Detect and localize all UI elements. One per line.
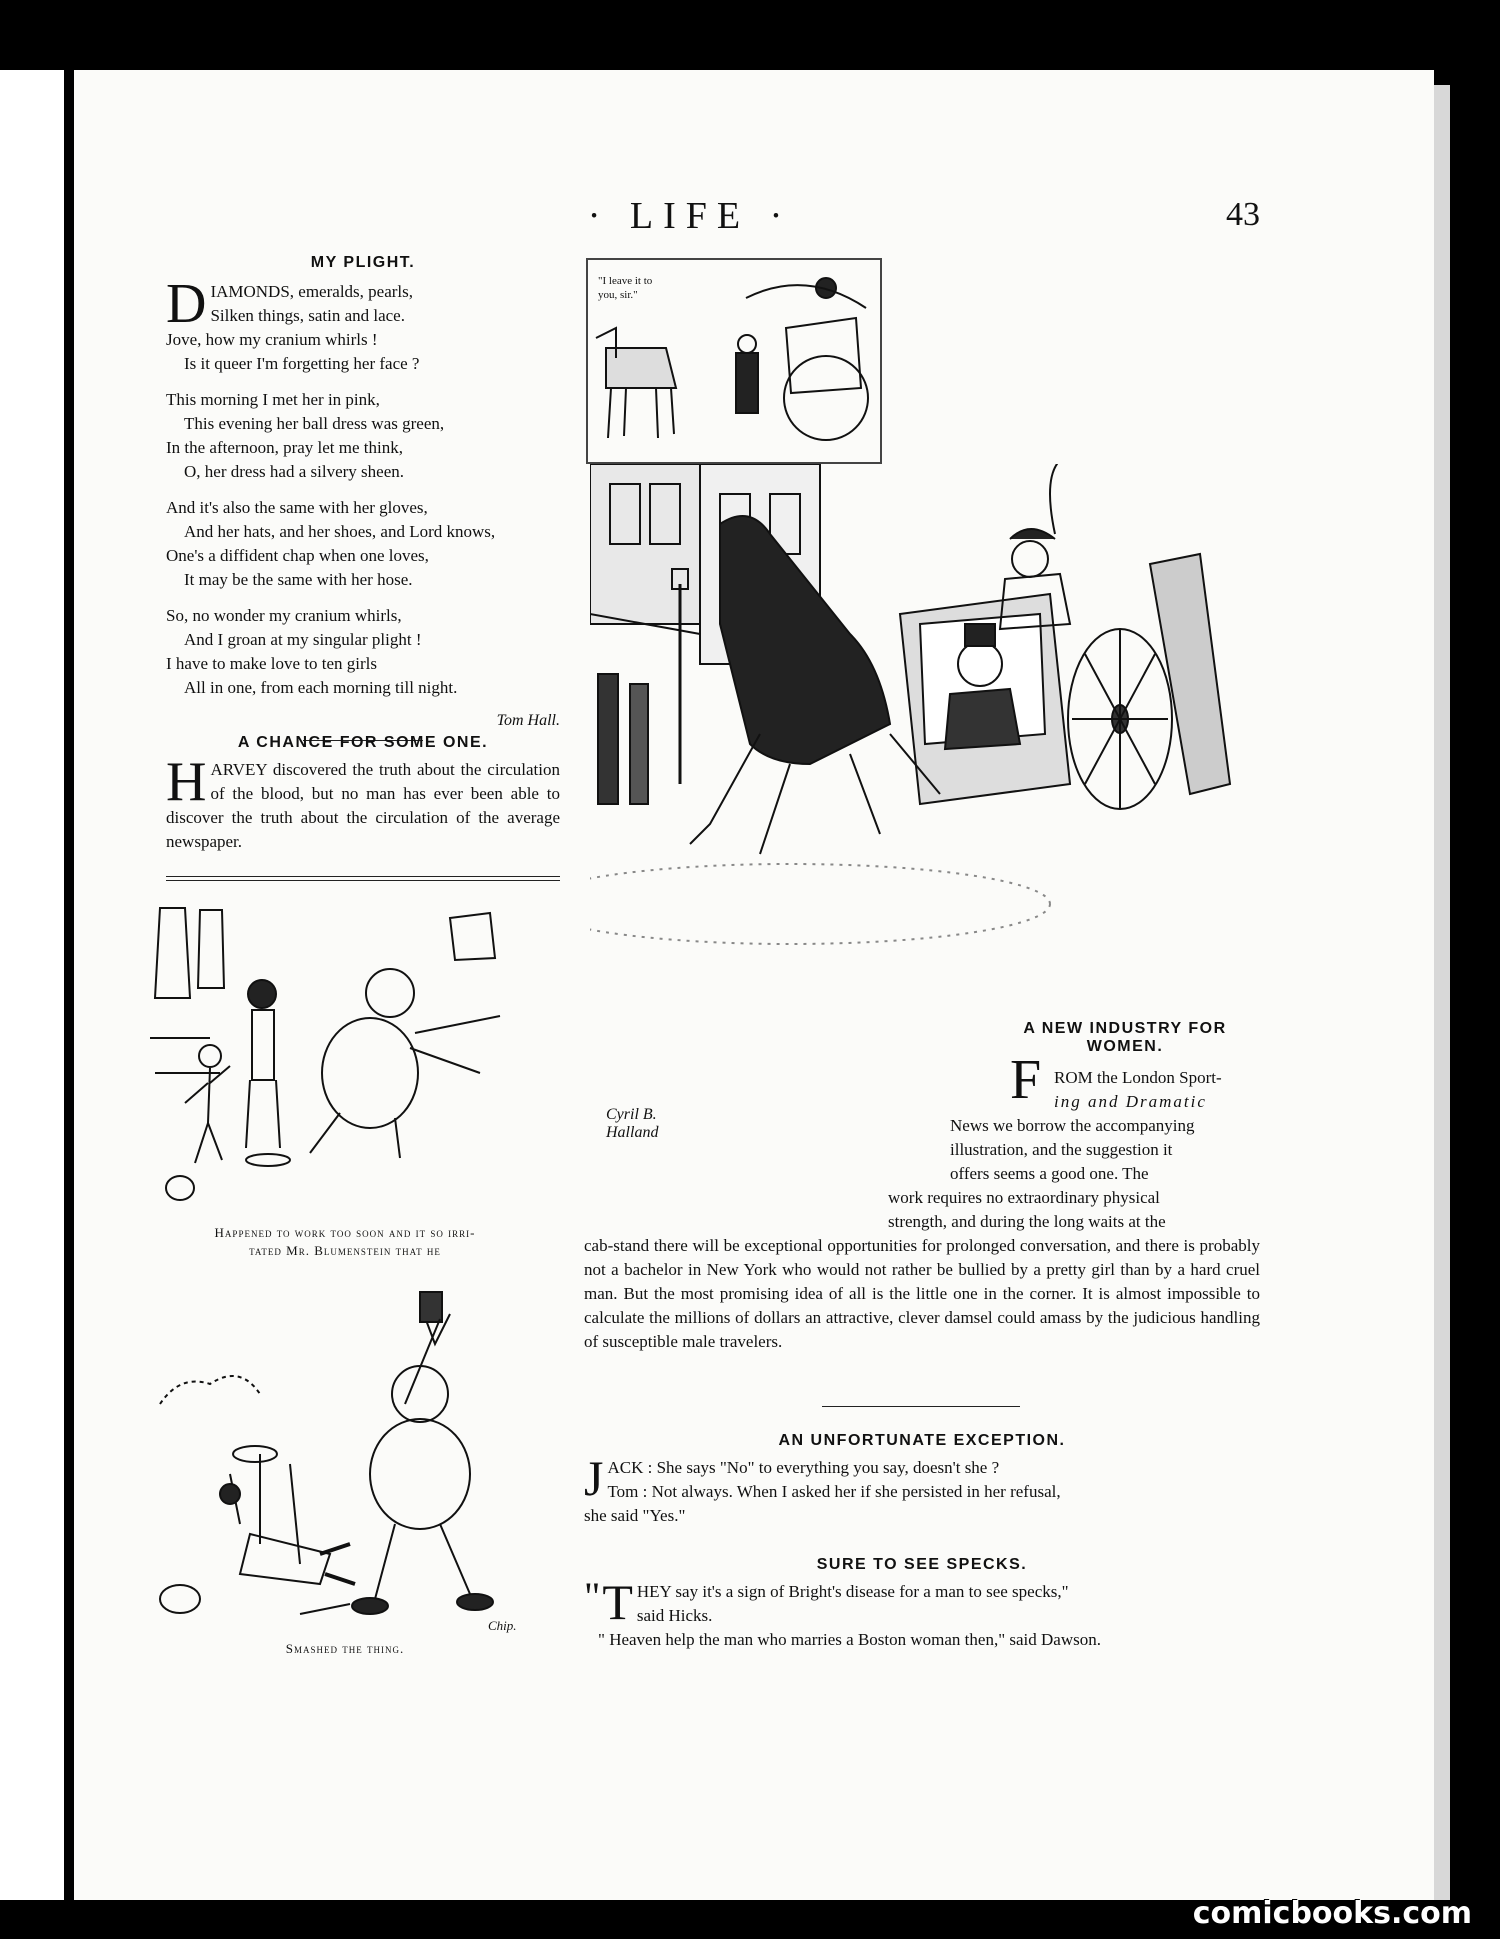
dialogue-line: she said "Yes." bbox=[584, 1506, 686, 1525]
industry-line: strength, and during the long waits at the bbox=[888, 1212, 1166, 1231]
opening-quote: " bbox=[584, 1574, 601, 1619]
drop-cap: D bbox=[166, 273, 207, 335]
left-page-edge bbox=[0, 70, 64, 1900]
poem-line: And her hats, and her shoes, and Lord knows, bbox=[184, 522, 496, 541]
heading-line: A NEW INDUSTRY FOR bbox=[1023, 1020, 1227, 1037]
watermark: comicbooks.com bbox=[1192, 1896, 1472, 1931]
article-heading: A CHANCE FOR SOME ONE. bbox=[237, 734, 489, 751]
article-body bbox=[166, 751, 560, 854]
cartoon-illustration-1 bbox=[150, 898, 540, 1216]
industry-line: offers seems a good one. The bbox=[950, 1164, 1149, 1183]
poem-line: And it's also the same with her gloves, bbox=[166, 498, 428, 517]
industry-line: ing and Dramatic bbox=[1054, 1092, 1207, 1111]
cartoon-caption-1 bbox=[150, 1224, 540, 1260]
masthead-title: · LIFE · bbox=[587, 195, 793, 237]
poem-line: So, no wonder my cranium whirls, bbox=[166, 606, 402, 625]
poem-line: One's a diffident chap when one loves, bbox=[166, 546, 429, 565]
dialogue-line: HEY say it's a sign of Bright's disease for a man to see specks," bbox=[636, 1582, 1069, 1601]
cab-inset-caption bbox=[598, 274, 652, 302]
cartoon-signature: Chip. bbox=[488, 1618, 517, 1633]
caption-line: you, sir." bbox=[598, 289, 638, 301]
poem-line: It may be the same with her hose. bbox=[184, 570, 413, 589]
cartoon-caption-2: Smashed the thing. bbox=[285, 1641, 405, 1656]
dialogue-line: " Heaven help the man who marries a Boston woman then," said Dawson. bbox=[598, 1630, 1101, 1649]
dialogue-line: Tom : Not always. When I asked her if she persisted in her refusal, bbox=[607, 1482, 1061, 1501]
industry-line: illustration, and the suggestion it bbox=[950, 1140, 1173, 1159]
poem-stanza bbox=[166, 273, 560, 376]
poem-line: This morning I met her in pink, bbox=[166, 390, 380, 409]
drop-cap: H bbox=[166, 751, 207, 813]
poem-stanza bbox=[166, 604, 560, 700]
poem-line: And I groan at my singular plight ! bbox=[184, 630, 422, 649]
caption-line: tated Mr. Blumenstein that he bbox=[249, 1243, 441, 1258]
article-heading: AN UNFORTUNATE EXCEPTION. bbox=[778, 1432, 1066, 1449]
hansom-cab-illustration bbox=[590, 464, 1250, 984]
poem-line: Is it queer I'm forgetting her face ? bbox=[184, 354, 420, 373]
signature-line: Halland bbox=[606, 1124, 659, 1141]
heading-line: WOMEN. bbox=[1086, 1038, 1164, 1055]
right-page-edge bbox=[1434, 85, 1450, 1900]
cab-inset-illustration bbox=[586, 258, 882, 464]
industry-body: cab-stand there will be exceptional opportunities for prolonged conversation, and there is probably not a bachelor in New York who would not rather be bullied by a pretty girl than by a hard cruel man. But the most promising idea of all is the little one in the corner. It is almost impossible to calculate the millions of dollars an attractive, clever damsel could amass by the judicious handling of susceptible male travelers. bbox=[584, 1236, 1260, 1351]
poem-stanza bbox=[166, 388, 560, 484]
drop-cap: J bbox=[584, 1450, 604, 1506]
article-specks bbox=[584, 1556, 1260, 1652]
poem-line: In the afternoon, pray let me think, bbox=[166, 438, 403, 457]
cab-artist-signature bbox=[606, 1106, 658, 1142]
signature-line: Cyril B. bbox=[606, 1106, 657, 1123]
poem-my-plight bbox=[166, 254, 560, 741]
double-rule bbox=[166, 876, 560, 881]
poem-body bbox=[166, 273, 560, 700]
page-number: 43 bbox=[1226, 196, 1260, 233]
poem-line: I have to make love to ten girls bbox=[166, 654, 378, 673]
poem-heading: MY PLIGHT. bbox=[310, 254, 416, 271]
industry-line: News we borrow the accompanying bbox=[950, 1116, 1195, 1135]
article-exception bbox=[584, 1432, 1260, 1528]
article-heading: SURE TO SEE SPECKS. bbox=[816, 1556, 1028, 1573]
poem-signature: Tom Hall. bbox=[496, 712, 560, 729]
drop-cap: T bbox=[602, 1574, 633, 1630]
article-text: ARVEY discovered the truth about the circulation of the blood, but no man has ever been able to discover the truth about the circulation of the average newspaper. bbox=[166, 760, 560, 851]
poem-line: Silken things, satin and lace. bbox=[210, 306, 405, 325]
poem-line-text: IAMONDS, emeralds, pearls, bbox=[210, 282, 413, 301]
divider bbox=[822, 1406, 1020, 1407]
article-body bbox=[584, 1574, 1260, 1652]
poem-line: This evening her ball dress was green, bbox=[184, 414, 445, 433]
industry-line: work requires no extraordinary physical bbox=[888, 1188, 1160, 1207]
dialogue-line: said Hicks. bbox=[636, 1606, 713, 1625]
drop-cap: F bbox=[1010, 1049, 1042, 1111]
article-chance bbox=[166, 734, 560, 854]
dialogue-line: ACK : She says "No" to everything you say, doesn't she ? bbox=[607, 1458, 1000, 1477]
industry-line: ROM the London Sport- bbox=[1054, 1068, 1222, 1087]
caption-line: Happened to work too soon and it so irri- bbox=[214, 1225, 476, 1240]
caption-line: "I leave it to bbox=[598, 275, 653, 287]
cartoon-illustration-2 bbox=[150, 1284, 540, 1634]
poem-line: O, her dress had a silvery sheen. bbox=[184, 462, 404, 481]
poem-line: All in one, from each morning till night. bbox=[184, 678, 458, 697]
poem-line: Jove, how my cranium whirls ! bbox=[166, 330, 378, 349]
poem-stanza bbox=[166, 496, 560, 592]
article-body bbox=[584, 1450, 1260, 1528]
